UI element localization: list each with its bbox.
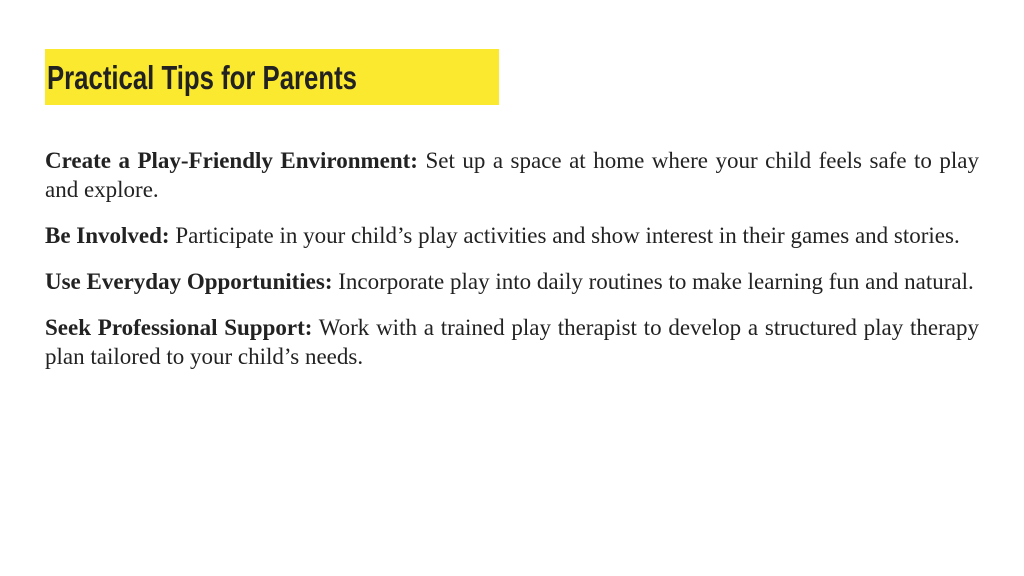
- tip-item-everyday: [45, 267, 979, 296]
- page-title: Practical Tips for Parents: [47, 58, 357, 96]
- title-highlight: [45, 49, 499, 105]
- tip-heading: Seek Professional Support:: [45, 315, 313, 340]
- tip-item-environment: [45, 146, 979, 204]
- tip-text: Work with a trained play therapist to develop a structured play therapy plan tailored to your child’s needs.: [45, 315, 979, 369]
- tip-text: Participate in your child’s play activities and show interest in their games and stories.: [169, 223, 960, 248]
- tip-text: Incorporate play into daily routines to make learning fun and natural.: [332, 269, 974, 294]
- tip-text: Set up a space at home where your child feels safe to play and explore.: [45, 148, 979, 202]
- tip-item-involved: [45, 221, 979, 250]
- tip-item-professional: [45, 313, 979, 371]
- tips-list: [45, 146, 979, 388]
- tip-heading: Be Involved:: [45, 223, 170, 248]
- tip-heading: Use Everyday Opportunities:: [45, 269, 333, 294]
- tip-heading: Create a Play-Friendly Environment:: [45, 148, 418, 173]
